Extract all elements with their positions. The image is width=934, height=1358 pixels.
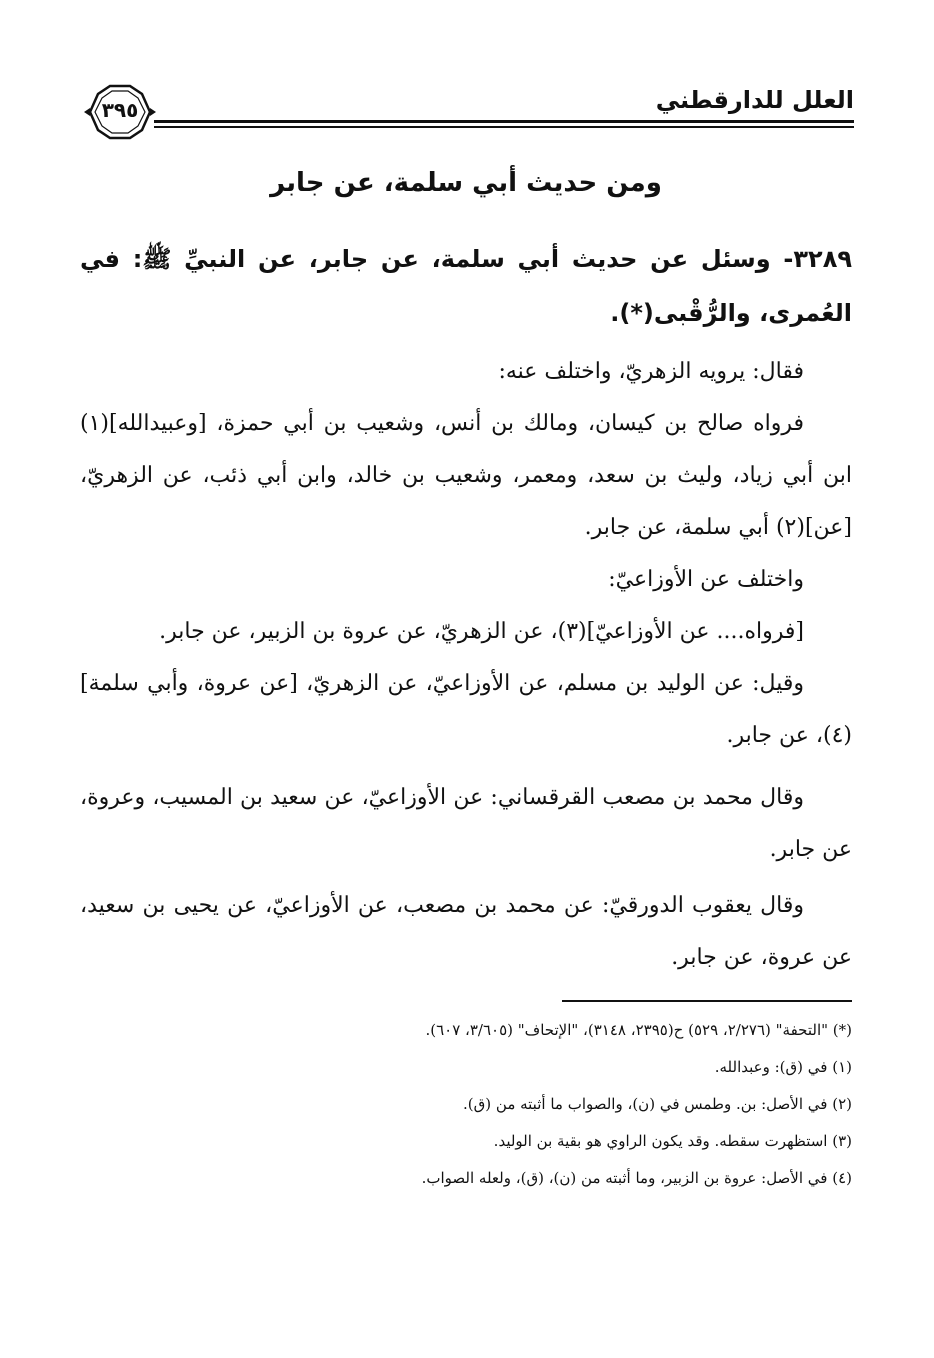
body-paragraph	[80, 346, 852, 398]
entry-text: ٣٢٨٩- وسئل عن حديث أبي سلمة، عن جابر، عن النبيِّ ﷺ: في العُمرى، والرُّقْبى(*).	[80, 245, 852, 327]
footnote-1: (١) في (ق): وعبدالله.	[714, 1058, 852, 1076]
footnotes	[80, 1012, 852, 1197]
page-number: ٣٩٥	[101, 98, 139, 122]
footnote-4: (٤) في الأصل: عروة بن الزبير، وما أثبته من (ن)، (ق)، ولعله الصواب.	[421, 1169, 852, 1187]
page-number-badge	[82, 82, 158, 142]
body-paragraph	[80, 880, 852, 984]
body-paragraph	[80, 606, 852, 658]
book-title: العلل للدارقطني	[655, 86, 854, 114]
section-heading: ومن حديث أبي سلمة، عن جابر	[270, 168, 662, 198]
body-paragraph	[80, 658, 852, 762]
footnote-3: (٣) استظهرت سقطه. وقد يكون الراوي هو بقية بن الوليد.	[493, 1132, 852, 1150]
header-rule	[154, 120, 854, 130]
body-paragraph	[80, 398, 852, 554]
footnote-separator	[562, 1000, 852, 1002]
paragraph-text: وقال يعقوب الدورقيّ: عن محمد بن مصعب، عن الأوزاعيّ، عن يحيى بن سعيد، عن عروة، عن جابر.	[80, 893, 852, 970]
paragraph-text: واختلف عن الأوزاعيّ:	[608, 567, 804, 592]
paragraph-text: [فرواه.... عن الأوزاعيّ](٣)، عن الزهريّ، عن عروة بن الزبير، عن جابر.	[159, 619, 804, 644]
paragraph-text: وقيل: عن الوليد بن مسلم، عن الأوزاعيّ، عن الزهريّ، [عن عروة، وأبي سلمة](٤)، عن جابر.	[80, 671, 852, 748]
entry-question	[80, 232, 852, 340]
footnote-2: (٢) في الأصل: بن. وطمس في (ن)، والصواب ما أثبته من (ق).	[463, 1095, 852, 1113]
paragraph-text: وقال محمد بن مصعب القرقساني: عن الأوزاعيّ، عن سعيد بن المسيب، وعروة، عن جابر.	[80, 785, 852, 862]
paragraph-text: فرواه صالح بن كيسان، ومالك بن أنس، وشعيب بن أبي حمزة، [وعبيدالله](١) ابن أبي زياد، وليث بن سعد، ومعمر، وشعيب بن خالد، وابن أبي ذئب، عن الزهريّ، [عن](٢) أبي سلمة، عن جابر.	[80, 411, 852, 540]
footnote-star: (*) "التحفة" (٢/٢٧٦، ٥٢٩) ح(٢٣٩٥، ٣١٤٨)، "الإتحاف" (٣/٦٠٥، ٦٠٧).	[425, 1021, 852, 1039]
body-paragraph	[80, 554, 852, 606]
running-header	[82, 82, 854, 142]
body-paragraph	[80, 772, 852, 876]
paragraph-text: فقال: يرويه الزهريّ، واختلف عنه:	[498, 359, 804, 384]
